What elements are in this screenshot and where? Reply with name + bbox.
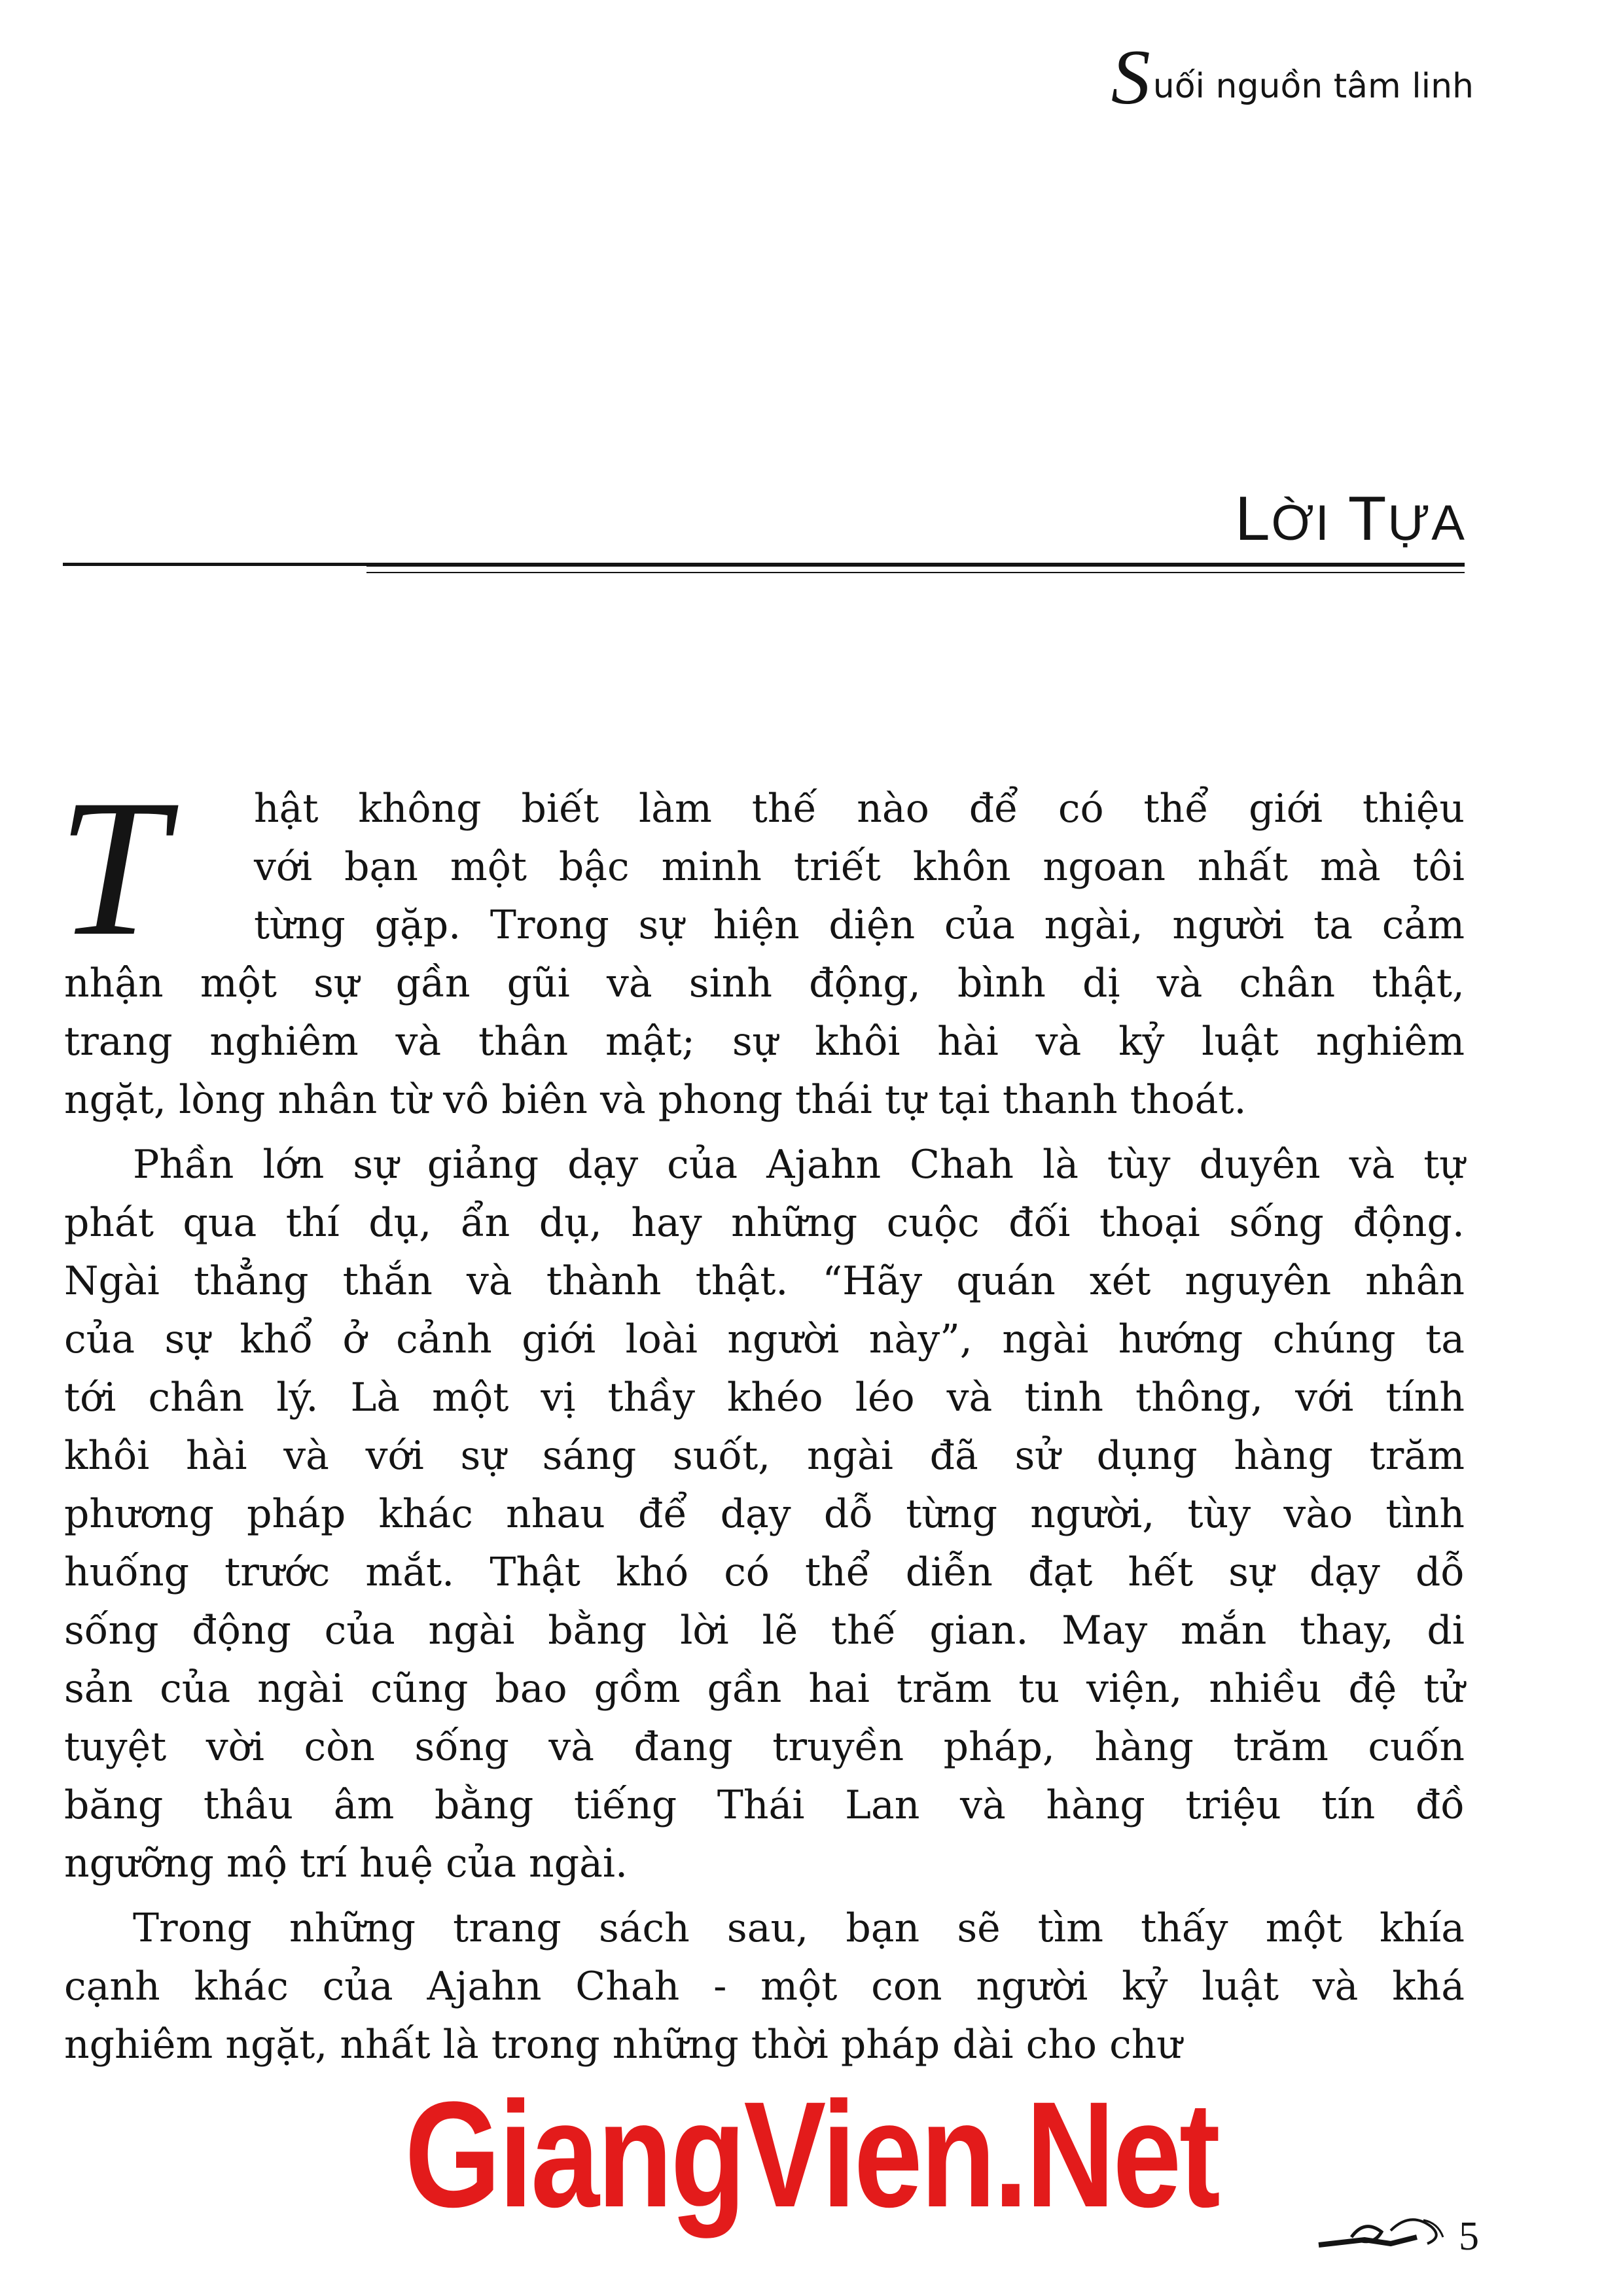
chapter-title-part: ỜI [1271,495,1330,551]
page-number: 5 [1459,2214,1479,2259]
text-line: ngặt, lòng nhân từ vô biên và phong thái tự tại thanh thoát. [64,1077,1247,1123]
text-line: sống động của ngài bằng lời lẽ thế gian. May mắn thay, di [64,1608,1465,1653]
paragraph [64,1136,1465,1893]
watermark: GiangVien.Net [404,2070,1219,2238]
series-title-initial: S [1111,33,1150,120]
page-footer [1312,2211,1479,2257]
series-title: uối nguồn tâm linh [1152,67,1474,106]
text-line: nhận một sự gần gũi và sinh động, bình dị và chân thật, [64,961,1465,1006]
chapter-title-part: T [1330,484,1388,554]
scroll-ornament-icon [1312,2211,1456,2257]
title-rule [63,563,366,566]
text-line: khôi hài và với sự sáng suốt, ngài đã sử dụng hàng trăm [64,1433,1465,1479]
title-rule [366,563,1465,567]
text-line: Ngài thẳng thắn và thành thật. “Hãy quán xét nguyên nhân [64,1258,1465,1304]
text-line: với bạn một bậc minh triết khôn ngoan nhất mà tôi [254,844,1465,890]
text-line: phương pháp khác nhau để dạy dỗ từng người, tùy vào tình [64,1491,1465,1537]
text-line: của sự khổ ở cảnh giới loài người này”, ngài hướng chúng ta [64,1316,1465,1362]
text-line: tới chân lý. Là một vị thầy khéo léo và tinh thông, với tính [64,1375,1465,1421]
text-line: trang nghiêm và thân mật; sự khôi hài và kỷ luật nghiêm [64,1019,1465,1065]
text-line: băng thâu âm bằng tiếng Thái Lan và hàng triệu tín đồ [64,1782,1465,1828]
text-line: Phần lớn sự giảng dạy của Ajahn Chah là tùy duyên và tự [133,1142,1465,1188]
paragraph [58,759,1465,1129]
text-line: Trong những trang sách sau, bạn sẽ tìm thấy một khía [133,1905,1465,1951]
body-text [58,759,1465,2074]
text-line: hật không biết làm thế nào để có thể giới thiệu [254,786,1465,832]
text-line: phát qua thí dụ, ẩn dụ, hay những cuộc đối thoại sống động. [64,1200,1465,1246]
title-rule-thin [366,572,1465,573]
chapter-title-part: ỰA [1387,495,1466,551]
paragraph [64,1899,1465,2074]
chapter-title [1235,484,1466,554]
text-line: nghiêm ngặt, nhất là trong những thời pháp dài cho chư [64,2022,1183,2068]
text-line: ngưỡng mộ trí huệ của ngài. [64,1841,628,1886]
text-line: sản của ngài cũng bao gồm gần hai trăm tu viện, nhiều đệ tử [64,1666,1465,1712]
drop-cap: T [58,759,167,976]
chapter-title-part: L [1235,484,1272,554]
running-header [1111,33,1474,120]
text-line: huống trước mắt. Thật khó có thể diễn đạt hết sự dạy dỗ [64,1549,1465,1595]
text-line: tuyệt vời còn sống và đang truyền pháp, hàng trăm cuốn [64,1724,1465,1770]
text-line: từng gặp. Trong sự hiện diện của ngài, người ta cảm [254,902,1465,948]
text-line: cạnh khác của Ajahn Chah - một con người kỷ luật và khá [64,1964,1465,2009]
